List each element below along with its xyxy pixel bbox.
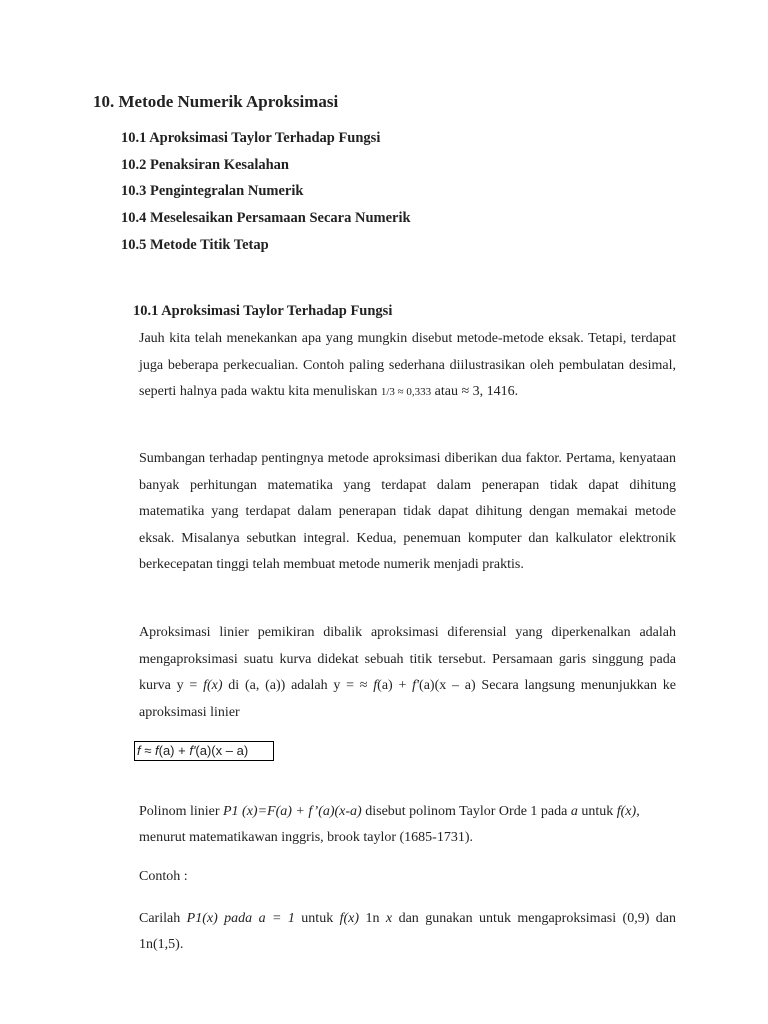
paragraph-intro: Jauh kita telah menekankan apa yang mungkin disebut metode-metode eksak. Tetapi, terdapat juga beberapa perkecualian. Contoh paling sederhana diilustrasikan oleh pembulatan desimal, seperti halnya pada waktu kita menuliskan 1/3 ≈ 0,333 atau ≈ 3, 1416. — [139, 331, 676, 400]
paragraph-example: Carilah P1(x) pada a = 1 untuk f(x) 1n x dan gunakan untuk mengaproksimasi (0,9) dan 1n(1,5). — [139, 911, 677, 952]
paragraph-factors: Sumbangan terhadap pentingnya metode aproksimasi diberikan dua faktor. Pertama, kenyataan banyak perhitungan matematika yang terdapat dalam penerapan tidak dapat dihitung matematika yang terdapat dalam penerapan tidak dapat dihitung dengan memakai metode eksak. Misalanya sebutkan integral. Kedua, penemuan komputer dan kalkulator elektronik berkecepatan tinggi telah membuat metode numerik menjadi praktis. — [139, 451, 676, 573]
section-heading: 10.1 Aproksimasi Taylor Terhadap Fungsi — [133, 303, 393, 319]
toc-item: 10.5 Metode Titik Tetap — [121, 236, 269, 253]
example-label: Contoh : — [139, 869, 188, 884]
math-approx: 1/3 ≈ 0,333 — [380, 386, 432, 399]
toc-item: 10.2 Penaksiran Kesalahan — [121, 156, 289, 173]
paragraph-linear-approx: Aproksimasi linier pemikiran dibalik aproksimasi diferensial yang diperkenalkan adalah mengaproksimasi suatu kurva didekat sebuah titik tersebut. Persamaan garis singgung pada kurva y = f(x) di (a, (a)) adalah y = ≈ f(a) + f'(a)(x – a) Secara langsung menunjukkan ke aproksimasi linier — [139, 625, 677, 720]
paragraph-taylor-polynomial: Polinom linier P1 (x)=F(a) + f’(a)(x-a) disebut polinom Taylor Orde 1 pada a untuk f(x), menurut matematikawan inggris, brook taylor (1685-1731). — [139, 804, 640, 845]
toc-item: 10.3 Pengintegralan Numerik — [121, 183, 304, 200]
linear-approximation-formula: f ≈ f(a) + f'(a)(x – a) — [134, 741, 274, 761]
toc-item: 10.1 Aproksimasi Taylor Terhadap Fungsi — [121, 130, 381, 146]
toc-item: 10.4 Meselesaikan Persamaan Secara Numerik — [121, 210, 411, 227]
table-of-contents — [121, 130, 411, 263]
page-title: 10. Metode Numerik Aproksimasi — [93, 92, 339, 111]
